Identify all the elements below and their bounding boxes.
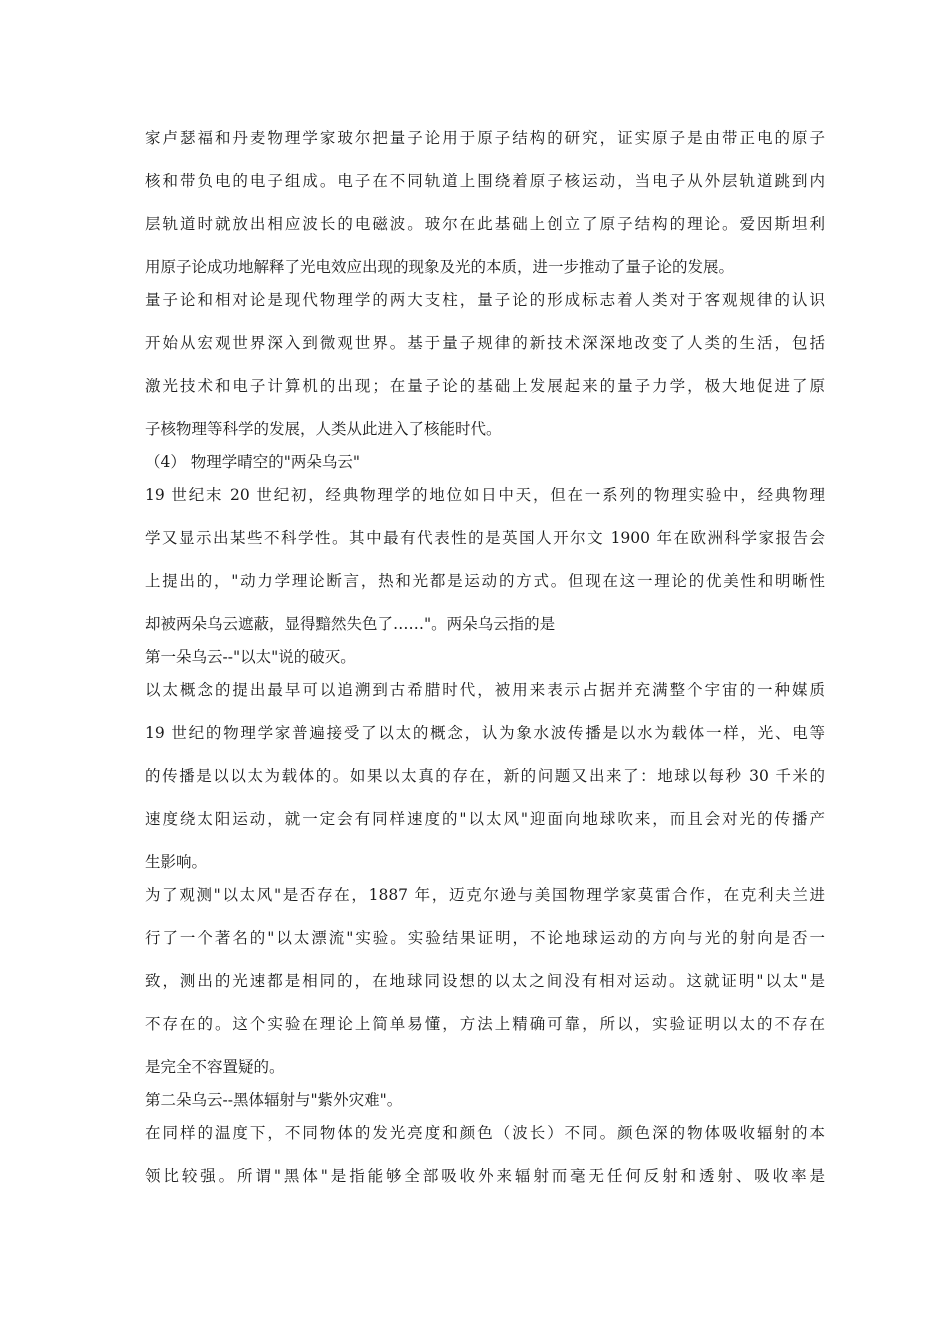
- text-line: 是完全不容置疑的。: [145, 1058, 285, 1076]
- text-line: 以太概念的提出最早可以追溯到古希腊时代，被用来表示占据并充满整个宇宙的一种媒质: [145, 681, 825, 699]
- text-line: 用原子论成功地解释了光电效应出现的现象及光的本质，进一步推动了量子论的发展。: [145, 258, 735, 276]
- text-line: 在同样的温度下，不同物体的发光亮度和颜色（波长）不同。颜色深的物体吸收辐射的本: [145, 1124, 825, 1142]
- text-line: 19 世纪末 20 世纪初，经典物理学的地位如日中天，但在一系列的物理实验中，经典物理: [145, 486, 825, 504]
- subheading: 第一朵乌云--"以太"说的破灭。: [145, 648, 356, 666]
- text-line: 家卢瑟福和丹麦物理学家玻尔把量子论用于原子结构的研究，证实原子是由带正电的原子: [145, 129, 825, 147]
- text-line: 却被两朵乌云遮蔽，显得黯然失色了……"。两朵乌云指的是: [145, 615, 556, 633]
- subheading: 第二朵乌云--黑体辐射与"紫外灾难"。: [145, 1091, 403, 1109]
- text-line: 不存在的。这个实验在理论上简单易懂，方法上精确可靠，所以，实验证明以太的不存在: [145, 1015, 825, 1033]
- text-line: 生影响。: [145, 853, 208, 871]
- text-line: 行了一个著名的"以太漂流"实验。实验结果证明，不论地球运动的方向与光的射向是否一: [145, 929, 825, 947]
- text-line: 为了观测"以太风"是否存在，1887 年，迈克尔逊与美国物理学家莫雷合作，在克利夫兰进: [145, 886, 825, 904]
- section-heading: （4） 物理学晴空的"两朵乌云": [145, 453, 361, 471]
- text-line: 子核物理等科学的发展，人类从此进入了核能时代。: [145, 420, 502, 438]
- text-line: 上提出的，"动力学理论断言，热和光都是运动的方式。但现在这一理论的优美性和明晰性: [145, 572, 825, 590]
- text-line: 量子论和相对论是现代物理学的两大支柱，量子论的形成标志着人类对于客观规律的认识: [145, 291, 825, 309]
- text-line: 开始从宏观世界深入到微观世界。基于量子规律的新技术深深地改变了人类的生活，包括: [145, 334, 825, 352]
- text-line: 层轨道时就放出相应波长的电磁波。玻尔在此基础上创立了原子结构的理论。爱因斯坦利: [145, 215, 825, 233]
- text-line: 核和带负电的电子组成。电子在不同轨道上围绕着原子核运动，当电子从外层轨道跳到内: [145, 172, 825, 190]
- text-line: 的传播是以以太为载体的。如果以太真的存在，新的问题又出来了：地球以每秒 30 千米的: [145, 767, 825, 785]
- text-line: 致，测出的光速都是相同的，在地球同设想的以太之间没有相对运动。这就证明"以太"是: [145, 972, 825, 990]
- text-line: 激光技术和电子计算机的出现；在量子论的基础上发展起来的量子力学，极大地促进了原: [145, 377, 825, 395]
- text-line: 学又显示出某些不科学性。其中最有代表性的是英国人开尔文 1900 年在欧洲科学家报告会: [145, 529, 825, 547]
- text-line: 19 世纪的物理学家普遍接受了以太的概念，认为象水波传播是以水为载体一样，光、电等: [145, 724, 825, 742]
- text-line: 速度绕太阳运动，就一定会有同样速度的"以太风"迎面向地球吹来，而且会对光的传播产: [145, 810, 825, 828]
- text-line: 领比较强。所谓"黑体"是指能够全部吸收外来辐射而毫无任何反射和透射、吸收率是: [145, 1167, 825, 1185]
